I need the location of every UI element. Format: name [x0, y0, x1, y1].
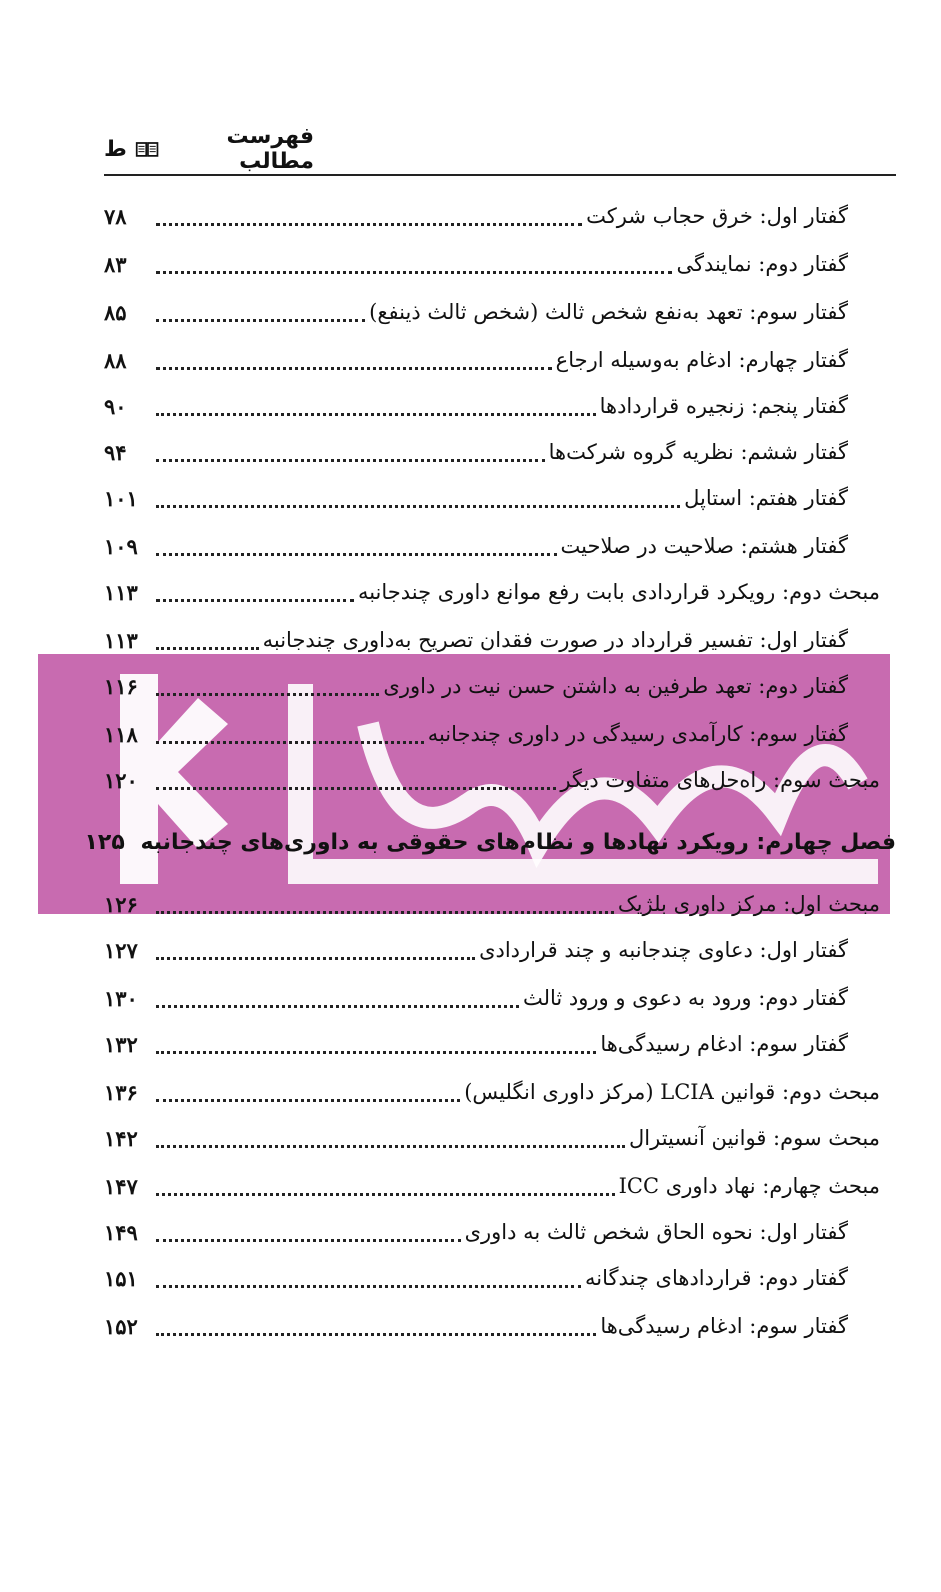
toc-entry-page: ۱۰۹ — [104, 533, 138, 559]
toc-entry-title: مبحث سوم: قوانین آنسیترال — [629, 1126, 880, 1150]
dot-leader — [156, 553, 557, 556]
toc-entry-page: ۱۱۸ — [104, 721, 138, 747]
toc-entry — [104, 620, 880, 660]
toc-entry-title: گفتار اول: نحوه الحاق شخص ثالث به داوری — [464, 1220, 848, 1244]
toc-entry — [104, 760, 880, 800]
toc-entry-page: ۱۴۷ — [104, 1173, 138, 1199]
toc-entry-title: گفتار دوم: تعهد طرفین به داشتن حسن نیت در داوری — [383, 674, 848, 698]
toc-entry — [104, 666, 880, 706]
dot-leader — [156, 505, 680, 508]
toc-entry-title: مبحث سوم: راه‌حل‌های متفاوت دیگر — [560, 768, 880, 792]
toc-entry-page: ۱۲۶ — [104, 891, 138, 917]
toc-entry-title: گفتار هفتم: استاپل — [684, 486, 848, 510]
toc-entry — [104, 432, 880, 472]
toc-entry-page: ۹۴ — [104, 439, 127, 465]
dot-leader — [156, 1005, 519, 1008]
dot-leader — [156, 319, 365, 322]
dot-leader — [156, 741, 424, 744]
toc-entry-title: گفتار هشتم: صلاحیت در صلاحیت — [560, 534, 848, 558]
toc-entry-title: گفتار سوم: تعهد به‌نفع شخص ثالث (شخص ثالث ذینفع) — [369, 300, 848, 324]
toc-entry — [104, 572, 880, 612]
toc-entry — [104, 1024, 880, 1064]
dot-leader — [156, 1239, 461, 1242]
toc-entry — [104, 1072, 880, 1112]
toc-entry-page: ۱۳۶ — [104, 1079, 138, 1105]
toc-entry — [104, 478, 880, 518]
header-title: فهرست مطالب — [226, 124, 314, 174]
toc-entry-page: ۱۵۲ — [104, 1313, 138, 1339]
toc-entry-title: گفتار ششم: نظریه گروه شرکت‌ها — [548, 440, 848, 464]
toc-entry — [104, 526, 880, 566]
toc-entry-page: ۱۴۲ — [104, 1125, 138, 1151]
toc-entry-title: مبحث دوم: رویکرد قراردادی بابت رفع موانع داوری چندجانبه — [357, 580, 880, 604]
dot-leader — [156, 1051, 596, 1054]
toc-entry-page: ۱۳۲ — [104, 1031, 138, 1057]
toc-entry-page: ۱۱۳ — [104, 579, 138, 605]
dot-leader — [156, 911, 614, 914]
toc-entry-page: ۱۲۷ — [104, 937, 138, 963]
dot-leader — [156, 1145, 625, 1148]
dot-leader — [156, 957, 475, 960]
toc-entry-title: گفتار دوم: ورود به دعوی و ورود ثالث — [522, 986, 848, 1010]
toc-entry-title: مبحث چهارم: نهاد داوری ICC — [618, 1174, 880, 1198]
toc-entry-title: مبحث دوم: قوانین LCIA (مرکز داوری انگلیس) — [464, 1080, 880, 1104]
dot-leader — [156, 459, 545, 462]
toc-entry-page: ۱۱۳ — [104, 627, 138, 653]
toc-entry — [104, 340, 880, 380]
dot-leader — [156, 1285, 581, 1288]
toc-entry — [104, 1306, 880, 1346]
dot-leader — [156, 367, 552, 370]
toc-entry-title: گفتار اول: تفسیر قرارداد در صورت فقدان تصریح به‌داوری چندجانبه — [262, 628, 848, 652]
toc-entry — [104, 292, 880, 332]
toc-entry-page: ۱۵۱ — [104, 1265, 138, 1291]
toc-entry-page: ۸۵ — [104, 299, 127, 325]
toc-entry-title: گفتار دوم: قراردادهای چندگانه — [585, 1266, 848, 1290]
dot-leader — [156, 599, 354, 602]
toc-entry — [104, 1212, 880, 1252]
dot-leader — [156, 1099, 460, 1102]
toc-entry-title: مبحث اول: مرکز داوری بلژیک — [617, 892, 880, 916]
toc-entry-title: گفتار پنجم: زنجیره قراردادها — [599, 394, 848, 418]
toc-entry-page: ۱۴۹ — [104, 1219, 138, 1245]
toc-entry-title: گفتار اول: دعاوی چندجانبه و چند قراردادی — [479, 938, 848, 962]
dot-leader — [156, 647, 259, 650]
toc-entry — [104, 978, 880, 1018]
header-page-letter: ط — [104, 136, 127, 162]
toc-entry-title: گفتار اول: خرق حجاب شرکت — [586, 204, 848, 228]
toc-entry-title: گفتار سوم: ادغام رسیدگی‌ها — [600, 1032, 848, 1056]
dot-leader — [156, 787, 556, 790]
toc-entry-page: ۱۲۰ — [104, 767, 138, 793]
toc-entry-title: فصل چهارم: رویکرد نهادها و نظام‌های حقوقی به داوری‌های چندجانبه — [140, 829, 896, 855]
dot-leader — [156, 223, 582, 226]
dot-leader — [156, 1333, 596, 1336]
toc-entry — [104, 1118, 880, 1158]
toc-entry — [104, 1258, 880, 1298]
toc-entry-page: ۸۳ — [104, 251, 127, 277]
toc-entry-page: ۱۳۰ — [104, 985, 138, 1011]
toc-entry-page: ۸۸ — [104, 347, 127, 373]
toc-entry — [104, 884, 880, 924]
toc-entry-title: گفتار چهارم: ادغام به‌وسیله ارجاع — [555, 348, 848, 372]
toc-entry — [104, 714, 880, 754]
toc-entry-title: گفتار سوم: کارآمدی رسیدگی در داوری چندجانبه — [427, 722, 848, 746]
toc-entry-page: ۱۰۱ — [104, 485, 138, 511]
toc-entry-page: ۱۱۶ — [104, 673, 138, 699]
dot-leader — [156, 693, 379, 696]
toc-entry — [104, 930, 880, 970]
toc-entry — [104, 244, 880, 284]
toc-entry — [104, 386, 880, 426]
dot-leader — [156, 271, 672, 274]
toc-entry-title: گفتار سوم: ادغام رسیدگی‌ها — [600, 1314, 848, 1338]
toc-chapter-entry — [84, 822, 896, 862]
dot-leader — [156, 1193, 615, 1196]
toc-entry-page: ۹۰ — [104, 393, 127, 419]
toc-entry-page: ۷۸ — [104, 203, 127, 229]
toc-entry — [104, 1166, 880, 1206]
toc-entry-title: گفتار دوم: نمایندگی — [676, 252, 848, 276]
toc-entry-page: ۱۲۵ — [84, 829, 125, 855]
toc-entry — [104, 196, 880, 236]
dot-leader — [156, 413, 596, 416]
